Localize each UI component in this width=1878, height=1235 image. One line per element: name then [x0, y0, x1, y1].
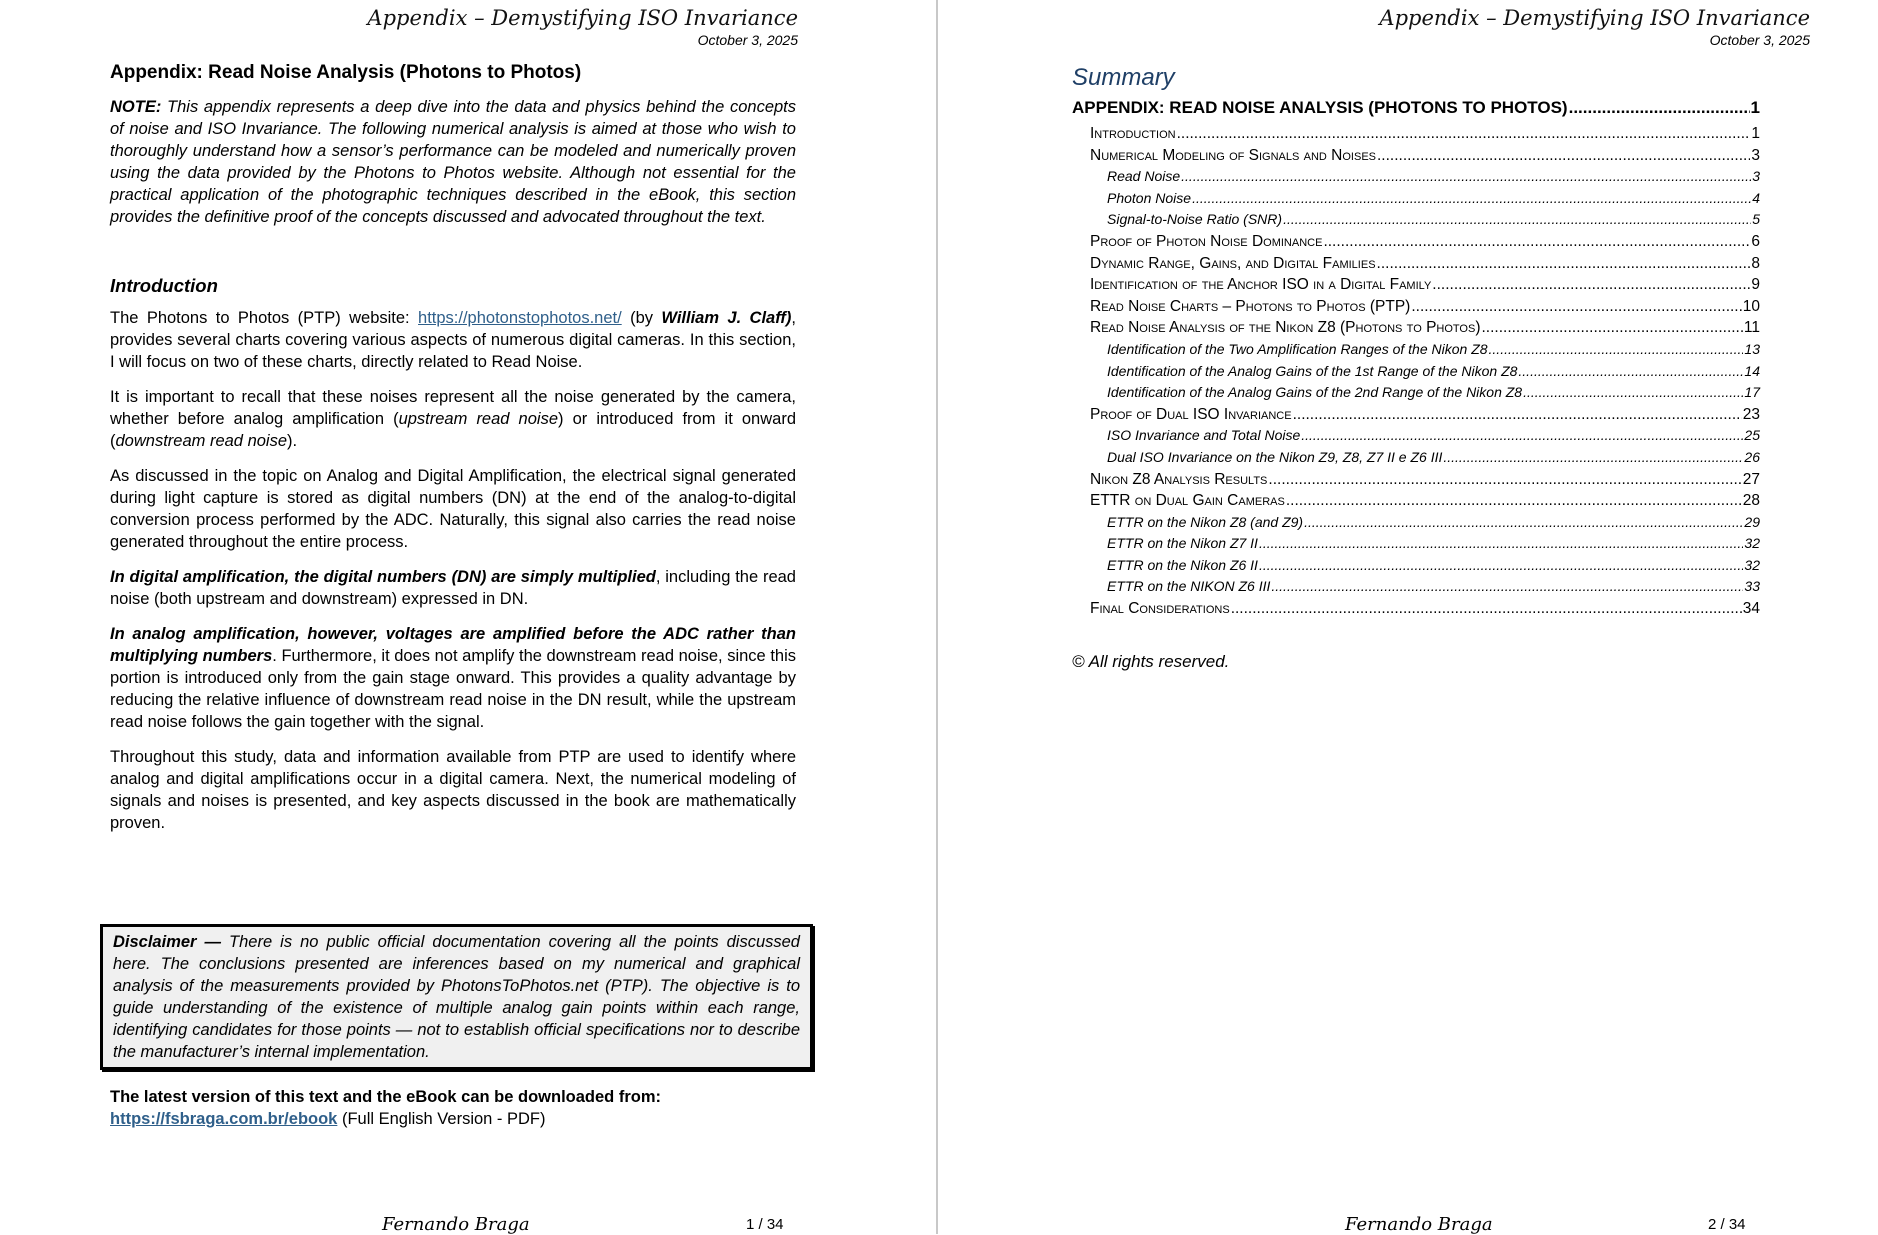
toc-entry[interactable] [1072, 535, 1760, 557]
toc-entry-title: APPENDIX: READ NOISE ANALYSIS (PHOTONS TO PHOTOS) [1072, 98, 1568, 117]
toc-entry-title: Introduction [1090, 125, 1176, 142]
footer-author: Fernando Braga [1345, 1214, 1493, 1235]
disclaimer-box [100, 924, 813, 1070]
toc-entry-title: Numerical Modeling of Signals and Noises [1090, 146, 1376, 164]
disclaimer-text: There is no public official documentation covering all the points discussed here. The conclusions presented are inferences based on my numerical and graphical analysis of the measurements provided by PhotonsToPhotos.net (PTP). The objective is to guide understanding of the existence of multiple analog gain points within each range, identifying candidates for those points — not to establish official specifications nor to describe the manufacturer’s internal implementation. [113, 933, 800, 1061]
toc-entry-title: Dual ISO Invariance on the Nikon Z9, Z8, Z7 II e Z6 III [1107, 448, 1443, 465]
toc-entry-page: 10 [1742, 297, 1760, 315]
toc-entry-title: ETTR on the Nikon Z6 II [1107, 556, 1258, 573]
toc-leader-dots [1286, 492, 1742, 510]
toc-entry-title: Nikon Z8 Analysis Results [1090, 470, 1268, 488]
toc-entry-page: 14 [1744, 362, 1760, 379]
intro-paragraph-5 [110, 623, 796, 733]
toc-entry-page: 11 [1743, 319, 1760, 337]
text-span: ) or introduced from it onward ( [110, 410, 797, 450]
toc-entry-page: 25 [1744, 427, 1760, 444]
emphasis-text: In digital amplification, the digital numbers (DN) are simply multiplied [110, 568, 656, 586]
toc-leader-dots [1489, 341, 1744, 357]
toc-leader-dots [1271, 578, 1743, 594]
toc-entry-title: ETTR on the NIKON Z6 III [1107, 578, 1271, 595]
toc-entry[interactable] [1072, 319, 1760, 341]
toc-entry-title: Identification of the Anchor ISO in a Digital Family [1090, 276, 1432, 294]
toc-entry[interactable] [1072, 578, 1760, 600]
toc-leader-dots [1283, 211, 1751, 227]
footer-author: Fernando Braga [382, 1214, 530, 1235]
download-text: The latest version of this text and the eBook can be downloaded from: [110, 1088, 661, 1106]
ebook-download-link[interactable]: https://fsbraga.com.br/ebook [110, 1110, 338, 1128]
toc-entry[interactable] [1072, 125, 1760, 147]
photonstophotos-link[interactable]: https://photonstophotos.net/ [418, 309, 622, 327]
toc-entry[interactable] [1072, 514, 1760, 536]
toc-entry-title: Final Considerations [1090, 600, 1230, 618]
toc-entry-page: 27 [1742, 470, 1760, 488]
toc-entry[interactable] [1072, 492, 1760, 514]
toc-entry[interactable] [1072, 147, 1760, 169]
toc-entry[interactable] [1072, 211, 1760, 233]
toc-entry-page: 26 [1744, 448, 1760, 465]
intro-paragraph-1 [110, 307, 796, 373]
disclaimer-label: Disclaimer — [113, 933, 221, 951]
emphasis-text: In analog amplification, however, voltages are amplified before the ADC rather than multiplying numbers [110, 625, 796, 665]
toc-entry-title: Proof of Photon Noise Dominance [1090, 232, 1323, 250]
toc-entry-page: 3 [1752, 168, 1760, 185]
toc-entry-page: 32 [1744, 556, 1760, 573]
toc-entry[interactable] [1072, 557, 1760, 579]
toc-entry[interactable] [1072, 471, 1760, 493]
text-span: , including the read noise (both upstream and downstream) expressed in DN. [110, 568, 796, 608]
toc-entry[interactable] [1072, 600, 1760, 622]
page-title: Appendix: Read Noise Analysis (Photons to Photos) [110, 62, 582, 83]
toc-entry-title: Photon Noise [1107, 189, 1192, 206]
toc-entry-page: 6 [1751, 232, 1760, 250]
toc-leader-dots [1304, 514, 1743, 530]
text-span: (by [621, 309, 662, 327]
downstream-term: downstream read noise [115, 432, 288, 450]
toc-leader-dots [1177, 125, 1751, 143]
toc-leader-dots [1323, 233, 1750, 251]
toc-leader-dots [1192, 190, 1751, 206]
toc-entry-title: ETTR on the Nikon Z8 (and Z9) [1107, 513, 1304, 530]
toc-entry-title: ETTR on Dual Gain Cameras [1090, 492, 1285, 510]
toc-entry[interactable] [1072, 341, 1760, 363]
text-span: , provides several charts covering various aspects of numerous digital cameras. In this section, I will focus on two of these charts, directly related to Read Noise. [110, 309, 796, 371]
toc-leader-dots [1259, 557, 1743, 573]
toc-leader-dots [1377, 147, 1750, 165]
rights-notice: © All rights reserved. [1072, 652, 1230, 671]
toc-entry-page: 8 [1751, 254, 1760, 272]
toc-entry-title: ETTR on the Nikon Z7 II [1107, 535, 1258, 552]
text-span: It is important to recall that these noises represent all the noise generated by the camera, whether before analog amplification ( [110, 388, 796, 428]
toc-entry-title: Identification of the Two Amplification Ranges of the Nikon Z8 [1107, 340, 1488, 357]
toc-entry-page: 3 [1751, 146, 1760, 164]
toc-leader-dots [1481, 319, 1742, 337]
intro-paragraph-4 [110, 566, 796, 610]
page-number: 1 / 34 [746, 1216, 784, 1233]
toc-leader-dots [1523, 384, 1743, 400]
toc-entry-title: Identification of the Analog Gains of the 1st Range of the Nikon Z8 [1107, 362, 1518, 379]
toc-entry[interactable] [1072, 233, 1760, 255]
note-text: This appendix represents a deep dive into the data and physics behind the concepts of noise and ISO Invariance. The following numerical analysis is aimed at those who wish to thoroughly understand how a sensor’s performance can be modeled and numerically proven using the data provided by the Photons to Photos website. Although not essential for the practical application of the photographic techniques described in the eBook, this section provides the definitive proof of the concepts discussed and advocated throughout the text. [110, 98, 797, 226]
toc-entry-page: 5 [1752, 211, 1760, 228]
toc-entry[interactable] [1072, 168, 1760, 190]
toc-entry-page: 32 [1744, 535, 1760, 552]
toc-leader-dots [1518, 363, 1743, 379]
toc-entry-page: 4 [1752, 189, 1760, 206]
toc-entry-page: 34 [1742, 600, 1760, 618]
toc-entry-title: Read Noise [1107, 168, 1181, 185]
toc-entry-page: 13 [1744, 340, 1760, 357]
text-span: ). [287, 432, 298, 450]
toc-entry-page: 23 [1742, 405, 1760, 423]
toc-entry-title: Read Noise Analysis of the Nikon Z8 (Photons to Photos) [1090, 319, 1481, 337]
toc-leader-dots [1432, 276, 1750, 294]
toc-entry[interactable] [1072, 276, 1760, 298]
toc-leader-dots [1411, 298, 1741, 316]
toc-leader-dots [1181, 168, 1751, 184]
text-span: . Furthermore, it does not amplify the downstream read noise, since this portion is introduced only from the gain stage onward. This provides a quality advantage by reducing the relative influence of downstream read noise in the DN result, while the upstream read noise follows the gain together with the signal. [110, 647, 796, 731]
toc-entry-title: Signal-to-Noise Ratio (SNR) [1107, 211, 1283, 228]
table-of-contents [1072, 98, 1760, 622]
toc-entry-page: 1 [1751, 125, 1760, 142]
toc-entry[interactable] [1072, 449, 1760, 471]
header-title: Appendix – Demystifying ISO Invariance [1379, 6, 1810, 30]
toc-entry[interactable] [1072, 384, 1760, 406]
toc-entry[interactable] [1072, 98, 1760, 125]
toc-leader-dots [1259, 535, 1743, 551]
summary-title: Summary [1072, 64, 1175, 91]
toc-entry-title: ISO Invariance and Total Noise [1107, 427, 1301, 444]
toc-entry-page: 9 [1751, 276, 1760, 294]
toc-leader-dots [1377, 255, 1751, 273]
toc-entry[interactable] [1072, 255, 1760, 277]
toc-entry[interactable] [1072, 363, 1760, 385]
toc-entry-title: Identification of the Analog Gains of the 2nd Range of the Nikon Z8 [1107, 384, 1523, 401]
toc-entry-page: 33 [1744, 578, 1760, 595]
introduction-heading: Introduction [110, 275, 218, 296]
download-section [110, 1086, 810, 1130]
toc-leader-dots [1293, 406, 1742, 424]
toc-entry-title: Read Noise Charts – Photons to Photos (PTP) [1090, 297, 1411, 315]
toc-entry-title: Dynamic Range, Gains, and Digital Families [1090, 254, 1376, 272]
toc-entry[interactable] [1072, 190, 1760, 212]
toc-entry[interactable] [1072, 298, 1760, 320]
header-date: October 3, 2025 [1709, 32, 1810, 48]
header-date: October 3, 2025 [697, 32, 798, 48]
intro-paragraph-3: As discussed in the topic on Analog and Digital Amplification, the electrical signal generated during light capture is stored as digital numbers (DN) at the end of the analog-to-digital conversion process performed by the ADC. Naturally, this signal also carries the read noise generated throughout the entire process. [110, 467, 796, 551]
toc-leader-dots [1268, 471, 1741, 489]
intro-paragraph-6: Throughout this study, data and information available from PTP are used to identify where analog and digital amplifications occur in a digital camera. Next, the numerical modeling of signals and noises is presented, and key aspects discussed in the book are mathematically proven. [110, 748, 796, 832]
toc-entry[interactable] [1072, 427, 1760, 449]
toc-leader-dots [1569, 98, 1750, 118]
page-1 [0, 0, 936, 1234]
toc-leader-dots [1443, 449, 1743, 465]
note-label: NOTE: [110, 98, 162, 116]
author-name: William J. Claff) [661, 309, 792, 327]
toc-entry-page: 17 [1744, 384, 1760, 401]
page-1-content [110, 62, 796, 847]
toc-leader-dots [1301, 427, 1743, 443]
toc-entry-page: 1 [1750, 98, 1760, 117]
download-suffix: (Full English Version - PDF) [337, 1110, 546, 1128]
note-paragraph [110, 96, 796, 228]
text-span: The Photons to Photos (PTP) website: [110, 309, 419, 327]
toc-entry-page: 28 [1742, 492, 1760, 510]
page-number: 2 / 34 [1708, 1216, 1746, 1233]
toc-entry[interactable] [1072, 406, 1760, 428]
intro-paragraph-2 [110, 386, 796, 452]
toc-leader-dots [1231, 600, 1742, 618]
upstream-term: upstream read noise [398, 410, 558, 428]
header-title: Appendix – Demystifying ISO Invariance [367, 6, 798, 30]
toc-entry-title: Proof of Dual ISO Invariance [1090, 405, 1292, 423]
toc-entry-page: 29 [1744, 513, 1760, 530]
